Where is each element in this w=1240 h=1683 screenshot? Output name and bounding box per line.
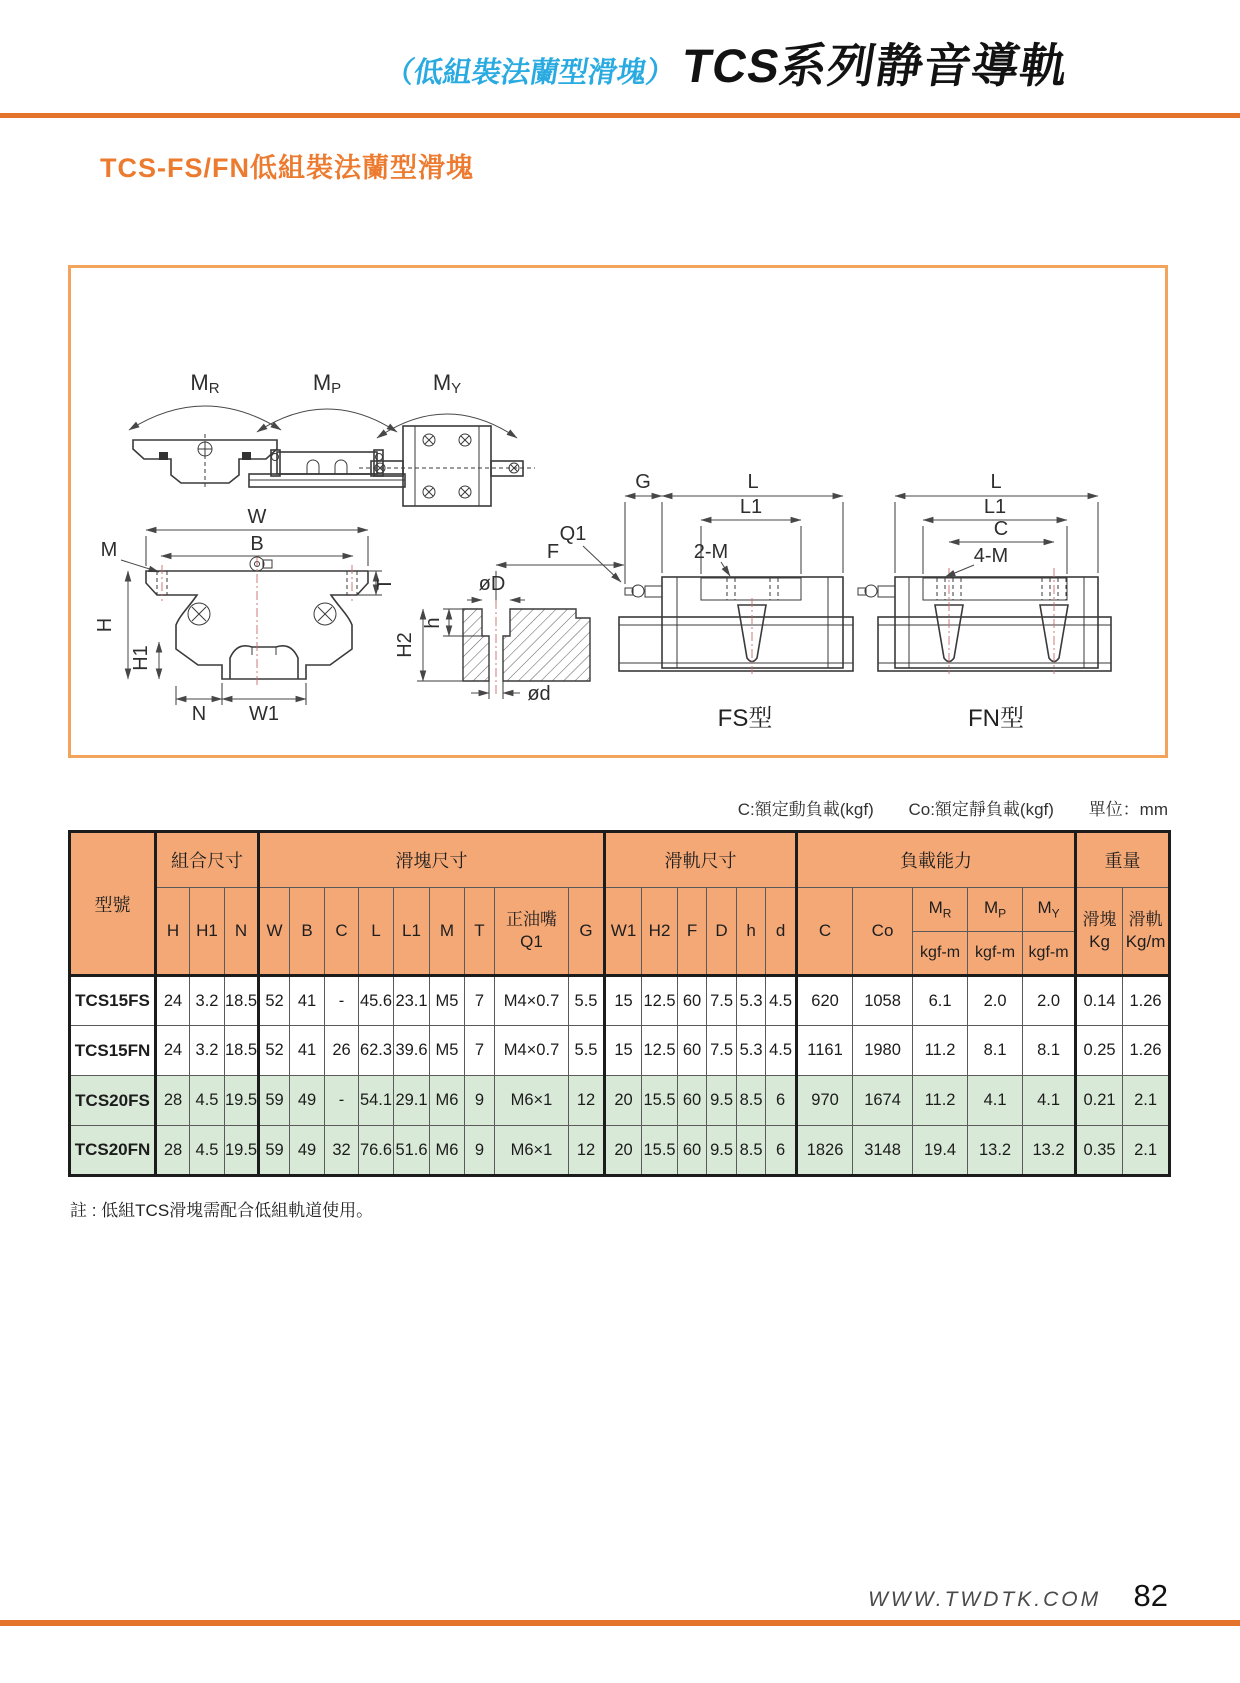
cell: 19.5 [225,1076,259,1126]
cell: 41 [290,976,325,1026]
header-paren-subtitle: （低組裝法蘭型滑塊） [382,57,678,89]
cell: 2.0 [968,976,1023,1026]
section-title: TCS-FS/FN低組裝法蘭型滑塊 [100,153,474,183]
cell: 28 [156,1126,190,1176]
cell: 1826 [797,1126,853,1176]
cell: 0.25 [1076,1026,1123,1076]
cell: - [325,976,359,1026]
cell: 5.3 [737,976,766,1026]
cell: 41 [290,1026,325,1076]
cell: 3148 [853,1126,913,1176]
cell: 3.2 [190,1026,225,1076]
cell: 29.1 [394,1076,430,1126]
cell: 18.5 [225,976,259,1026]
table-body [70,976,1170,1176]
cell: 39.6 [394,1026,430,1076]
col-w: W [259,888,290,976]
cell: 1.26 [1123,976,1170,1026]
dim-m-label: M [100,539,118,561]
cell: 60 [678,1026,707,1076]
footnote: 註 : 低組TCS滑塊需配合低組軌道使用。 [70,1201,374,1220]
dim-q1-label: Q1 [559,523,587,545]
dim-w1-label: W1 [249,703,279,725]
cell: 19.4 [913,1126,968,1176]
mr-label: MR [190,370,220,397]
units-note [68,795,1168,820]
col-mr: $M_R$ [913,888,968,932]
cell: 970 [797,1076,853,1126]
dim-c-fn-label: C [993,518,1009,540]
cell: 1.26 [1123,1026,1170,1076]
rail-mounting-section [394,541,624,705]
cell: 4.5 [190,1126,225,1176]
cell: 11.2 [913,1026,968,1076]
cell: M4×0.7 [495,1026,569,1076]
cell: 15 [605,976,642,1026]
cell: 4.1 [968,1076,1023,1126]
dim-l1-fn-label: L1 [983,496,1007,518]
col-h2: H2 [642,888,678,976]
cell: 20 [605,1076,642,1126]
column-header-row [70,888,1170,932]
model-cell: TCS20FS [70,1076,156,1126]
cell: 0.21 [1076,1076,1123,1126]
col-l1: L1 [394,888,430,976]
cell: 59 [259,1076,290,1126]
col-l: L [359,888,394,976]
moment-mr-diagram [129,370,281,489]
page-header [0,34,1073,110]
cell: 2.1 [1123,1126,1170,1176]
dim-h2-label: H2 [394,632,416,658]
dim-t-label: T [374,577,396,591]
cell: 8.1 [1023,1026,1076,1076]
group-combo: 組合尺寸 [156,832,259,888]
cell: 620 [797,976,853,1026]
table-row [70,976,1170,1026]
group-weight: 重量 [1076,832,1170,888]
col-mr-unit: kgf-m [913,932,968,976]
model-column-header: 型號 [70,832,156,976]
dim-od-hole-label: ød [527,683,551,705]
dim-l-fs-label: L [747,471,759,493]
cell: 1674 [853,1076,913,1126]
cell: 23.1 [394,976,430,1026]
col-weight-block: 滑塊 Kg [1076,888,1123,976]
cell: - [325,1076,359,1126]
dim-l-fn-label: L [990,471,1002,493]
cell: 3.2 [190,976,225,1026]
cell: 45.6 [359,976,394,1026]
cell: 24 [156,1026,190,1076]
col-oil-q1: 正油嘴 Q1 [495,888,569,976]
cell: 7 [465,1026,495,1076]
fs-type-side-view [619,471,853,732]
group-load: 負載能力 [797,832,1076,888]
q1-grease-nipple-callout [560,523,621,582]
col-n: N [225,888,259,976]
cell: 52 [259,976,290,1026]
cell: 8.5 [737,1076,766,1126]
cell: 9 [465,1076,495,1126]
col-weight-rail: 滑軌 Kg/m [1123,888,1170,976]
cell: 9 [465,1126,495,1176]
col-d: D [707,888,737,976]
dim-w-label: W [247,506,267,528]
cell: M6 [430,1076,465,1126]
cell: 54.1 [359,1076,394,1126]
cell: 9.5 [707,1126,737,1176]
dim-h1-label: H1 [130,645,152,671]
cell: 8.5 [737,1126,766,1176]
cell: 2.0 [1023,976,1076,1026]
spec-table [68,830,1171,1177]
cell: 7.5 [707,976,737,1026]
cell: 5.5 [569,1026,605,1076]
cell: 28 [156,1076,190,1126]
dim-2m-label: 2-M [693,541,729,563]
col-h1: H1 [190,888,225,976]
cell: 12 [569,1126,605,1176]
col-f: F [678,888,707,976]
col-c: C [325,888,359,976]
col-t: T [465,888,495,976]
group-rail: 滑軌尺寸 [605,832,797,888]
cell: 15.5 [642,1126,678,1176]
cell: 76.6 [359,1126,394,1176]
cell: 13.2 [968,1126,1023,1176]
cell: 32 [325,1126,359,1176]
cell: 7 [465,976,495,1026]
cell: M5 [430,976,465,1026]
cell: 51.6 [394,1126,430,1176]
table-row [70,1026,1170,1076]
cell: 26 [325,1026,359,1076]
top-divider-rule [0,113,1240,118]
mp-label: MP [312,370,342,397]
model-cell: TCS15FN [70,1026,156,1076]
group-header-row [70,832,1170,888]
dim-4m-label: 4-M [973,545,1009,567]
dim-h-label: H [94,617,116,633]
model-cell: TCS20FN [70,1126,156,1176]
bottom-divider-rule [0,1620,1240,1626]
cell: 11.2 [913,1076,968,1126]
col-my: $M_Y$ [1023,888,1076,932]
cell: 4.5 [766,976,797,1026]
static-load-note: Co:額定靜負載(kgf) [908,800,1054,819]
cell: 60 [678,1076,707,1126]
cell: 49 [290,1126,325,1176]
fn-type-caption: FN型 [968,705,1024,732]
cell: 6.1 [913,976,968,1026]
model-cell: TCS15FS [70,976,156,1026]
col-my-unit: kgf-m [1023,932,1076,976]
col-d-small: d [766,888,797,976]
fs-type-caption: FS型 [717,705,773,732]
cell: 13.2 [1023,1126,1076,1176]
cell: 62.3 [359,1026,394,1076]
dim-n-label: N [191,703,207,725]
cell: 4.5 [190,1076,225,1126]
dim-h-depth-label: h [422,617,444,629]
dim-g-label: G [635,471,651,493]
cell: 60 [678,976,707,1026]
col-load-co: Co [853,888,913,976]
cell: M4×0.7 [495,976,569,1026]
cell: 2.1 [1123,1076,1170,1126]
moment-my-diagram [359,370,535,506]
table-row [70,1076,1170,1126]
col-h: H [156,888,190,976]
cell: 12.5 [642,1026,678,1076]
cell: 24 [156,976,190,1026]
cell: 12.5 [642,976,678,1026]
cell: 20 [605,1126,642,1176]
cell: 8.1 [968,1026,1023,1076]
dim-b-label: B [250,533,264,555]
cell: M6×1 [495,1126,569,1176]
block-cross-section [94,506,396,725]
cell: 1980 [853,1026,913,1076]
cell: 0.14 [1076,976,1123,1026]
fn-type-side-view [858,471,1111,732]
col-load-c: C [797,888,853,976]
cell: 49 [290,1076,325,1126]
my-label: MY [432,370,462,397]
col-mp: $M_P$ [968,888,1023,932]
cell: M6×1 [495,1076,569,1126]
table-row [70,1126,1170,1176]
cell: 12 [569,1076,605,1126]
col-m: M [430,888,465,976]
cell: M6 [430,1126,465,1176]
table-header [70,832,1170,976]
group-block: 滑塊尺寸 [259,832,605,888]
cell: 6 [766,1126,797,1176]
dynamic-load-note: C:額定動負載(kgf) [737,800,874,819]
unit-note: 單位：mm [1088,800,1168,819]
dim-od-counterbore-label: øD [478,573,506,595]
cell: 15.5 [642,1076,678,1126]
cell: M5 [430,1026,465,1076]
website-url: WWW.TWDTK.COM [868,1588,1102,1611]
cell: 59 [259,1126,290,1176]
cell: 4.1 [1023,1076,1076,1126]
technical-drawing [71,268,1165,755]
page-number: 82 [1133,1578,1168,1613]
cell: 9.5 [707,1076,737,1126]
cell: 19.5 [225,1126,259,1176]
col-mp-unit: kgf-m [968,932,1023,976]
cell: 18.5 [225,1026,259,1076]
cell: 52 [259,1026,290,1076]
cell: 4.5 [766,1026,797,1076]
cell: 6 [766,1076,797,1126]
cell: 5.3 [737,1026,766,1076]
spec-table-container [68,830,1171,1177]
technical-drawing-panel [68,265,1168,758]
cell: 1058 [853,976,913,1026]
col-g: G [569,888,605,976]
cell: 1161 [797,1026,853,1076]
cell: 7.5 [707,1026,737,1076]
page-title: TCS系列静音導軌 [678,39,1073,92]
cell: 5.5 [569,976,605,1026]
cell: 60 [678,1126,707,1176]
cell: 15 [605,1026,642,1076]
page-footer [68,1578,1168,1614]
col-b: B [290,888,325,976]
col-w1: W1 [605,888,642,976]
dim-l1-fs-label: L1 [739,496,763,518]
dim-f-label: F [546,541,560,563]
col-h-small: h [737,888,766,976]
cell: 0.35 [1076,1126,1123,1176]
